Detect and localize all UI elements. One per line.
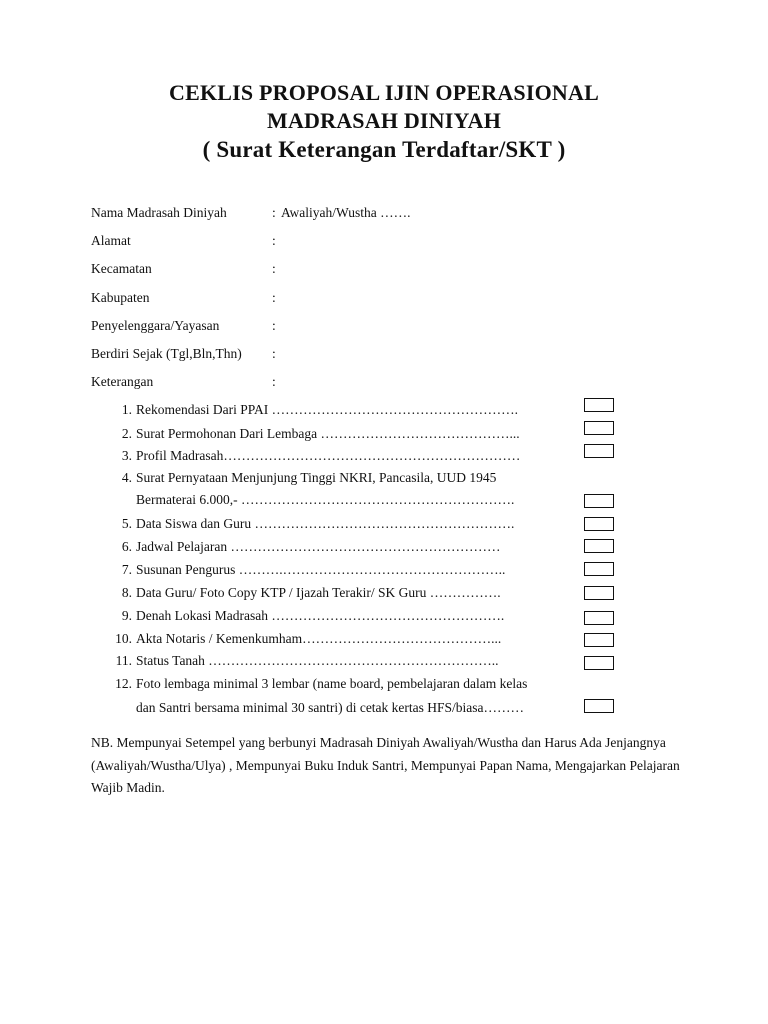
checklist-checkbox-9[interactable] (584, 611, 614, 625)
checklist-item (112, 468, 582, 488)
field-alamat (91, 231, 691, 251)
checklist-checkbox-6[interactable] (584, 539, 614, 553)
checklist-checkbox-1[interactable] (584, 398, 614, 412)
checklist-item-number: 12. (115, 676, 132, 691)
checklist-item-text: Data Siswa dan Guru …………………………………………………. (136, 516, 515, 531)
field-label: Nama Madrasah Diniyah (91, 205, 227, 220)
checklist-item (112, 674, 582, 694)
checklist-item (112, 424, 582, 444)
checklist-item (112, 446, 582, 466)
note-paragraph: NB. Mempunyai Setempel yang berbunyi Madrasah Diniyah Awaliyah/Wustha dan Harus Ada Jenjangnya (Awaliyah/Wustha/Ulya) , Mempunyai Buku Induk Santri, Mempunyai Papan Nama, Mengajarkan Pelajaran Wajib Madin. (91, 735, 680, 795)
checklist-checkbox-12[interactable] (584, 699, 614, 713)
field-separator: : (272, 261, 276, 276)
checklist-checkbox-3[interactable] (584, 444, 614, 458)
field-separator: : (272, 318, 276, 333)
checklist-item-text: Susunan Pengurus ……….………………………………………….. (136, 562, 506, 577)
field-label: Berdiri Sejak (Tgl,Bln,Thn) (91, 346, 242, 361)
checklist-item-continuation: Bermaterai 6.000,- ……………………………………………………. (136, 492, 515, 507)
checklist-item-number: 5. (121, 516, 132, 531)
field-separator: : (272, 374, 276, 389)
checklist-item-text: Rekomendasi Dari PPAI ………………………………………………. (136, 402, 518, 417)
checklist-item (112, 537, 582, 557)
field-label: Keterangan (91, 374, 154, 389)
checklist-item-number: 6. (121, 539, 132, 554)
document-subtitle: ( Surat Keterangan Terdaftar/SKT ) (202, 137, 566, 162)
field-kabupaten (91, 288, 691, 308)
checklist-item-number: 8. (121, 585, 132, 600)
checklist-item-number: 9. (121, 608, 132, 623)
field-penyelenggara (91, 316, 691, 336)
field-kecamatan (91, 259, 691, 279)
field-separator: : (272, 233, 276, 248)
document-title-line-1: CEKLIS PROPOSAL IJIN OPERASIONAL (169, 80, 599, 105)
field-separator: : (272, 346, 276, 361)
checklist-item (112, 629, 582, 649)
field-value: Awaliyah/Wustha ……. (281, 205, 411, 220)
checklist-item-text: Foto lembaga minimal 3 lembar (name board, pembelajaran dalam kelas (136, 676, 528, 691)
checklist-item (112, 606, 582, 626)
document-title-line-2: MADRASAH DINIYAH (266, 108, 502, 133)
field-label: Kabupaten (91, 290, 150, 305)
checklist-item-number: 10. (115, 631, 132, 646)
checklist-item (112, 651, 582, 671)
checklist-item (112, 583, 582, 603)
checklist-item-text: Surat Permohonan Dari Lembaga ……………………………………... (136, 426, 520, 441)
checklist-checkbox-8[interactable] (584, 586, 614, 600)
checklist-item-text: Surat Pernyataan Menjunjung Tinggi NKRI, Pancasila, UUD 1945 (136, 470, 497, 485)
checklist-checkbox-10[interactable] (584, 633, 614, 647)
field-label: Alamat (91, 233, 131, 248)
checklist-item-text: Status Tanah ……………………………………………………….. (136, 653, 499, 668)
field-label: Penyelenggara/Yayasan (91, 318, 220, 333)
checklist-item-number: 3. (121, 448, 132, 463)
field-nama-madrasah (91, 203, 691, 223)
checklist-item-text: Akta Notaris / Kemenkumham……………………………………... (136, 631, 502, 646)
checklist-item-continuation: dan Santri bersama minimal 30 santri) di cetak kertas HFS/biasa……… (136, 700, 525, 715)
checklist-item (112, 400, 582, 420)
checklist-checkbox-7[interactable] (584, 562, 614, 576)
field-keterangan (91, 372, 691, 392)
checklist-checkbox-5[interactable] (584, 517, 614, 531)
checklist-item-number: 7. (121, 562, 132, 577)
field-separator: : (272, 290, 276, 305)
checklist-item-number: 4. (121, 470, 132, 485)
checklist-item-text: Data Guru/ Foto Copy KTP / Ijazah Terakir/ SK Guru ……………. (136, 585, 501, 600)
checklist-item-text: Jadwal Pelajaran …………………………………………………… (136, 539, 501, 554)
field-separator: : (272, 205, 276, 220)
checklist-item-text: Denah Lokasi Madrasah ……………………………………………. (136, 608, 505, 623)
checklist-checkbox-4[interactable] (584, 494, 614, 508)
checklist-item-text: Profil Madrasah………………………………………………………… (136, 448, 521, 463)
checklist-item (112, 560, 582, 580)
checklist-item (112, 514, 582, 534)
checklist-item-number: 2. (121, 426, 132, 441)
field-label: Kecamatan (91, 261, 152, 276)
checklist-item-number: 1. (121, 402, 132, 417)
checklist-item-number: 11. (115, 653, 132, 668)
checklist-checkbox-11[interactable] (584, 656, 614, 670)
field-berdiri-sejak (91, 344, 691, 364)
checklist-checkbox-2[interactable] (584, 421, 614, 435)
